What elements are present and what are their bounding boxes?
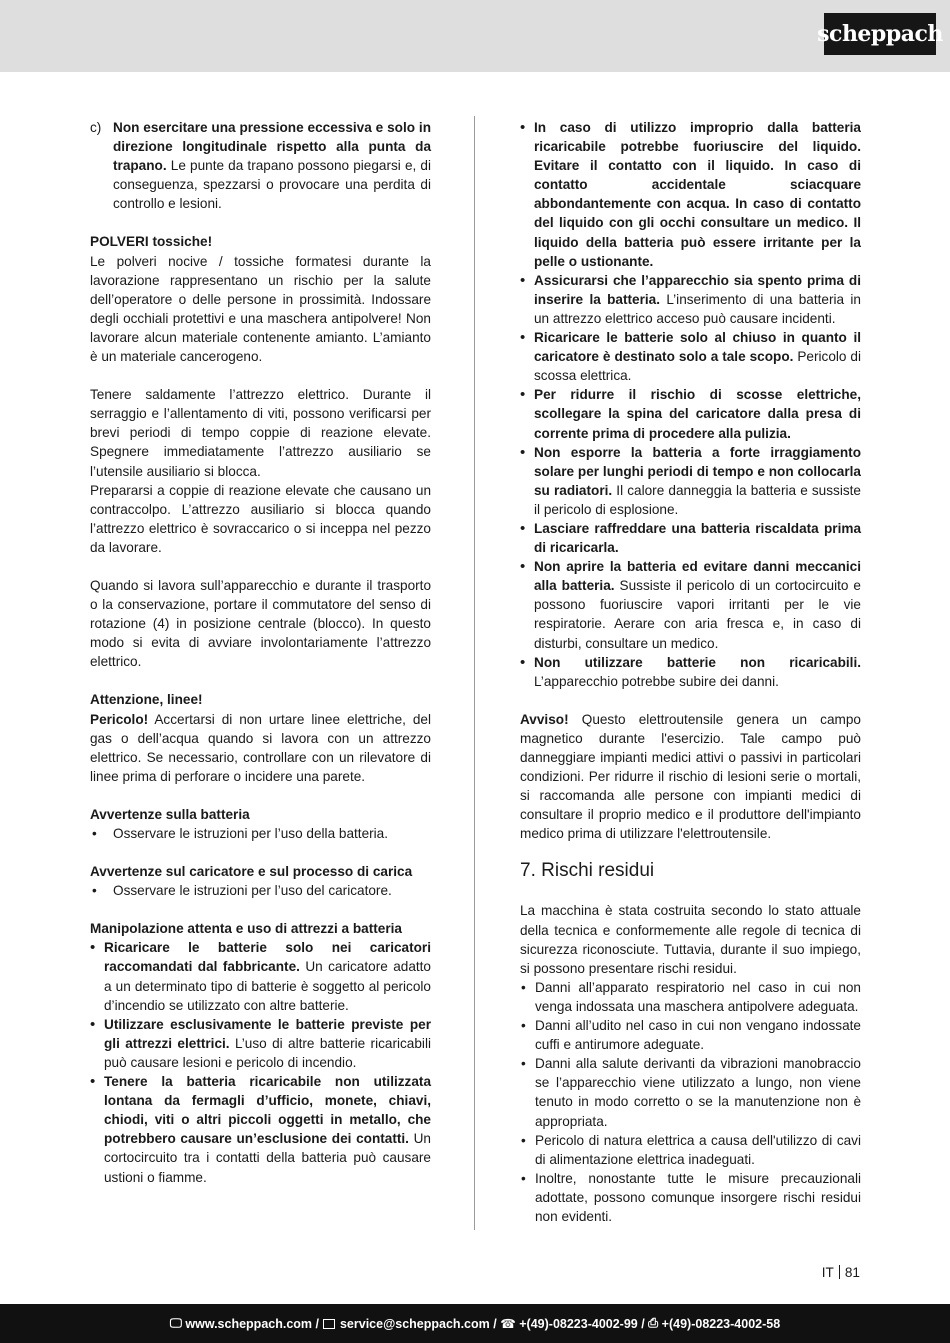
item-bold: Ricaricare le batterie solo al chiuso in quanto il caricatore è destinato solo a tale scopo. (534, 330, 861, 365)
item-text: Il calore danneggia la batteria e sussiste il pericolo di esplosione. (534, 482, 861, 517)
rischi-item-text: Pericolo di natura elettrica a causa dell'utilizzo di cavi di alimentazione elettrica inadeguati. (535, 1132, 861, 1167)
item-bold: In caso di utilizzo improprio dalla batteria ricaricabile potrebbe fuoriuscire del liquido. Evitare il contatto con il liquido. In caso di contatto accidentale sciacquare abbondantemente con acqua. In caso di contatto del liquido con gli occhi consultare un medico. Il liquido della batteria può essere irritante per la pelle o ustionante. (534, 120, 861, 269)
column-divider (474, 116, 475, 1230)
page-separator (839, 1265, 840, 1279)
footer-email-link[interactable]: service@scheppach.com / (339, 1316, 497, 1331)
item-bold: Non utilizzare batterie non ricaricabili. (534, 654, 861, 670)
bullet-marker: • (521, 1170, 526, 1186)
polveri-paragraph: Le polveri nocive / tossiche formatesi durante la lavorazione rappresentano un rischio per la salute dell’operatore o delle persone in prossimità. Indossare degli occhiali protettivi e una maschera antipolvere! Non lavorare alcun materiale contenente amianto. L’amianto è un materiale cancerogeno. (90, 253, 431, 365)
page-lang: IT (821, 1265, 834, 1280)
item-bold: Utilizzare esclusivamente le batterie previste per gli attrezzi elettrici. (104, 1016, 431, 1051)
header-bar (0, 0, 950, 72)
section-title: 7. Rischi residui (520, 860, 655, 882)
item-marker: c) (90, 120, 102, 135)
manipolazione-item (90, 938, 431, 1014)
bullet-marker: • (92, 826, 97, 841)
footer-fax: +(49)-08223-4002-58 (661, 1316, 781, 1331)
batteria-item-text: Osservare le istruzioni per l’uso della batteria. (113, 826, 389, 841)
avviso-bold: Avviso! (520, 711, 569, 727)
rischi-item (520, 1131, 861, 1169)
manipolazione-heading: Manipolazione attenta e uso di attrezzi a batteria (90, 921, 402, 937)
fax-icon: ⎙ (648, 1316, 659, 1330)
left-column (90, 118, 431, 1187)
avviso-paragraph (520, 710, 861, 844)
battery-warning-item (520, 557, 861, 652)
rischi-item (520, 978, 861, 1016)
bullet-marker: • (521, 1018, 526, 1034)
item-bold: Ricaricare le batterie solo nei caricatori raccomandati dal fabbricante. (104, 940, 431, 975)
item-bold: Tenere la batteria ricaricabile non utilizzata lontana da fermagli d’ufficio, monete, chiavi, chiodi, viti o altri piccoli oggetti in metallo, che potrebbero causare un’esclusione dei contatti. (104, 1074, 431, 1147)
item-text: Pericolo di scossa elettrica. (534, 349, 861, 384)
mail-icon (323, 1319, 335, 1329)
avviso-text: Questo elettroutensile genera un campo magnetico durante l'esercizio. Tale campo può danneggiare impianti medici attivi o passivi in particolari condizioni. Per ridurre il rischio di lesioni serie o mortali, si raccomanda alle persone con impianti medici di consultare il proprio medico e il produttore dell'impianto medico prima di utilizzare l'elettroutensile. (520, 711, 861, 842)
bullet-marker: • (90, 939, 96, 957)
quando-paragraph: Quando si lavora sull’apparecchio e durante il trasporto o la conservazione, portare il commutatore del senso di rotazione (4) in posizione centrale (blocco). In questo modo si evita di avviare involontariamente l’attrezzo elettrico. (90, 577, 431, 670)
bullet-marker: • (520, 271, 526, 289)
bullet-marker: • (520, 653, 526, 671)
battery-warning-item (520, 118, 861, 271)
caricatore-heading: Avvertenze sul caricatore e sul processo di carica (90, 864, 413, 880)
phone-icon: ☎ (500, 1317, 516, 1331)
bullet-marker: • (520, 329, 526, 347)
item-bold: Non aprire la batteria ed evitare danni meccanici alla batteria. (534, 559, 861, 594)
rischi-item (520, 1016, 861, 1054)
bullet-marker: • (521, 1132, 526, 1148)
right-column (520, 118, 861, 1226)
item-bold: Lasciare raffreddare una batteria riscaldata prima di ricaricarla. (534, 520, 861, 556)
batteria-heading: Avvertenze sulla batteria (90, 806, 250, 822)
bullet-marker: • (92, 883, 97, 899)
rischi-item (520, 1169, 861, 1226)
footer-phone: +(49)-08223-4002-99 / (519, 1316, 645, 1331)
rischi-intro: La macchina è stata costruita secondo lo stato attuale della tecnica e conformemente alle regole di tecnica di sicurezza riconosciute. Tuttavia, durante il suo impiego, si possono presentare rischi residui. (520, 903, 861, 976)
pericolo-bold: Pericolo! (90, 711, 149, 727)
bullet-marker: • (520, 443, 526, 461)
rischi-item (520, 1054, 861, 1130)
page-number (822, 1265, 860, 1280)
instruction-bold: Non esercitare una pressione eccessiva e solo in direzione longitudinale rispetto alla punta da trapano. (113, 120, 431, 174)
bullet-marker: • (90, 1073, 96, 1091)
item-text: L’apparecchio potrebbe subire dei danni. (534, 673, 779, 689)
manipolazione-item (90, 1015, 431, 1072)
instruction-text: Le punte da trapano possono piegarsi e, di conseguenza, spezzarsi o provocare una perdita di controllo e lesioni. (113, 158, 431, 212)
item-text: Un cortocircuito tra i contatti della batteria può causare ustioni o fiamme. (104, 1131, 431, 1185)
caricatore-item (90, 881, 431, 900)
pericolo-text: Accertarsi di non urtare linee elettriche, del gas o dell’acqua quando si lavora con un attrezzo elettrico. Se necessario, controllare con un rilevatore di linee prima di perforare o incidere una parete. (90, 711, 431, 784)
item-text: Un caricatore adatto a un determinato tipo di batterie è soggetto al pericolo d’incendio se utilizzato con altre batterie. (104, 959, 431, 1013)
item-text: L’uso di altre batterie ricaricabili può causare lesioni e pericolo di incendio. (104, 1035, 431, 1070)
battery-warning-item (520, 385, 861, 442)
rischi-item-text: Danni all’apparato respiratorio nel caso in cui non venga indossata una maschera antipolvere adeguata. (535, 979, 861, 1014)
footer-web-link[interactable]: www.scheppach.com / (185, 1316, 319, 1331)
bullet-marker: • (520, 519, 526, 537)
monitor-icon: 🖵︎ (169, 1316, 182, 1330)
item-bold: Assicurarsi che l’apparecchio sia spento prima di inserire la batteria. (534, 272, 861, 307)
prepararsi-paragraph: Prepararsi a coppie di reazione elevate che causano un contraccolpo. L’attrezzo ausiliario si blocca quando l’attrezzo elettrico è sovraccarico o si inceppa nel pezzo da lavorare. (90, 482, 431, 555)
bullet-marker: • (520, 558, 526, 576)
brand-logo: scheppach (824, 13, 936, 55)
battery-warning-item (520, 653, 861, 691)
bullet-marker: • (520, 119, 526, 136)
page-number-value: 81 (844, 1265, 860, 1280)
manipolazione-item (90, 1072, 431, 1187)
attenzione-heading: Attenzione, linee! (90, 692, 203, 708)
caricatore-item-text: Osservare le istruzioni per l’uso del caricatore. (113, 883, 392, 899)
battery-warning-item (520, 443, 861, 519)
rischi-item-text: Danni alla salute derivanti da vibrazioni manobraccio se l’apparecchio viene utilizzato a lungo, non viene tenuto in modo corretto o se la manutenzione non è appropriata. (535, 1056, 861, 1129)
polveri-heading: POLVERI tossiche! (90, 234, 213, 250)
bullet-marker: • (521, 979, 526, 995)
item-text: L’inserimento di una batteria in un attrezzo elettrico acceso può causare incidenti. (534, 291, 861, 326)
bullet-marker: • (90, 1015, 96, 1033)
battery-warning-item (520, 519, 861, 557)
item-bold: Per ridurre il rischio di scosse elettriche, scollegare la spina del caricatore dalla presa di corrente prima di procedere alla pulizia. (534, 387, 861, 441)
battery-warning-item (520, 271, 861, 328)
rischi-item-text: Danni all’udito nel caso in cui non vengano indossate cuffi e antirumore adeguate. (535, 1018, 861, 1053)
footer-bar (0, 1304, 950, 1343)
bullet-marker: • (520, 386, 526, 404)
instruction-c (90, 118, 431, 213)
item-text: Sussiste il pericolo di un cortocircuito e possono fuoriuscire vapori irritanti per le vie respiratorie. Aerare con aria fresca e, in caso di disturbi, consultare un medico. (534, 578, 861, 651)
item-bold: Non esporre la batteria a forte irraggiamento solare per lunghi periodi di tempo e non collocarla su radiatori. (534, 444, 861, 498)
tenere-paragraph: Tenere saldamente l’attrezzo elettrico. Durante il serraggio e l’allentamento di viti, possono verificarsi per brevi periodi di tempo coppie di reazione elevate. Spegnere immediatamente l’attrezzo ausiliario se l’utensile ausiliario si blocca. (90, 387, 431, 479)
bullet-marker: • (521, 1056, 526, 1072)
pericolo-paragraph (90, 710, 431, 786)
battery-warning-item (520, 328, 861, 385)
batteria-item (90, 824, 431, 843)
rischi-item-text: Inoltre, nonostante tutte le misure precauzionali adottate, possono comunque insorgere rischi residui non evidenti. (535, 1170, 861, 1224)
